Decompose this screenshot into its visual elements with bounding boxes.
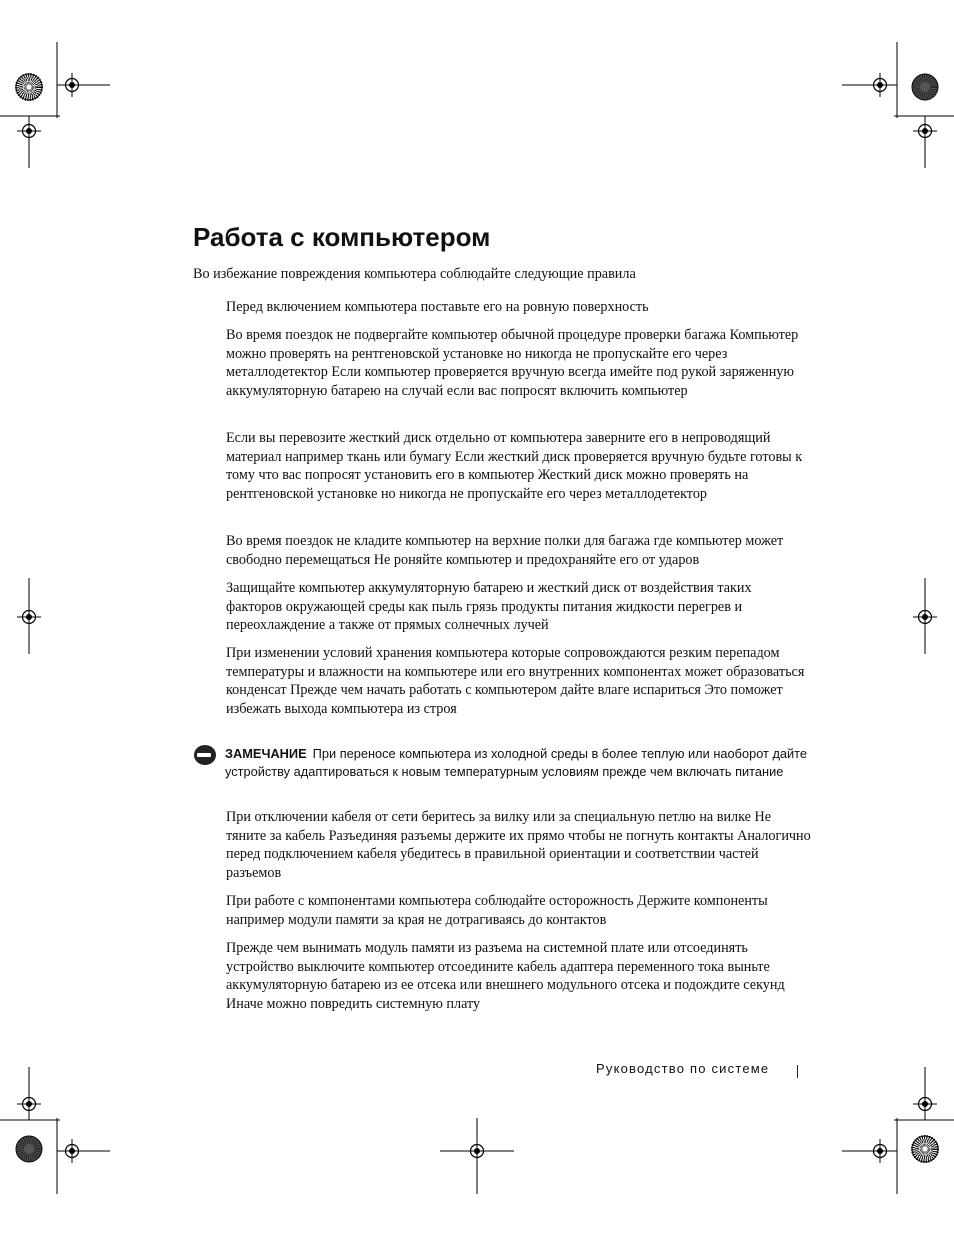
list-item: При отключении кабеля от сети беритесь за вилку или за специальную петлю на вилке Не тяните за кабель Разъединяя разъемы держите их прямо чтобы не погнуть контакты Аналогично перед подключением кабеля убедитесь в правильной ориентации и соответствии частей разъемов bbox=[226, 809, 811, 881]
list-item: При работе с компонентами компьютера соблюдайте осторожность Держите компоненты например модули памяти за края не дотрагиваясь до контактов bbox=[226, 893, 768, 928]
list-item: Если вы перевозите жесткий диск отдельно от компьютера заверните его в непроводящий материал например ткань или бумагу Если жесткий диск проверяется вручную будьте готовы к тому что вас попросят установить его в компьютер Жесткий диск можно проверять на рентгеновской установке но никогда не пропускайте его через металлодетектор bbox=[226, 430, 803, 502]
list-item: Перед включением компьютера поставьте его на ровную поверхность bbox=[226, 299, 649, 315]
list-item: Прежде чем вынимать модуль памяти из разъема на системной плате или отсоединять устройство выключите компьютер отсоедините кабель адаптера переменного тока выньте аккумуляторную батарею из ее отсека или внешнего модульного отсека и подождите секунд Иначе можно повредить системную плату bbox=[226, 940, 785, 1012]
list-item: Защищайте компьютер аккумуляторную батарею и жесткий диск от воздействия таких факторов окружающей среды как пыль грязь продукты питания жидкости перегрев и переохлаждение а также от прямых солнечных лучей bbox=[226, 580, 752, 634]
note-text: При переносе компьютера из холодной среды в более теплую или наоборот дайте устройству адаптироваться к новым температурным условиям прежде чем включать питание bbox=[225, 746, 808, 779]
intro-text: Во избежание повреждения компьютера соблюдайте следующие правила bbox=[193, 266, 636, 282]
color-bar-starburst-icon bbox=[16, 74, 42, 100]
footer-divider bbox=[797, 1065, 798, 1078]
list-item: При изменении условий хранения компьютера которые сопровождаются резким перепадом температуры и влажности на компьютере или его внутренних компонентах может образоваться конденсат Прежде чем начать работать с компьютером дайте влаге испариться Это поможет избежать выхода компьютера из строя bbox=[226, 645, 805, 717]
note-block bbox=[225, 745, 815, 780]
notice-hand-icon bbox=[193, 744, 217, 766]
color-bar-starburst-icon bbox=[912, 74, 938, 100]
note-label: ЗАМЕЧАНИЕ bbox=[225, 746, 307, 761]
page-footer: Руководство по системе bbox=[596, 1061, 770, 1076]
list-item: Во время поездок не подвергайте компьютер обычной процедуре проверки багажа Компьютер можно проверять на рентгеновской установке но никогда не пропускайте его через металлодетектор Если компьютер проверяется вручную всегда имейте под рукой заряженную аккумуляторную батарею на случай если вас попросят включить компьютер bbox=[226, 327, 799, 399]
color-bar-starburst-icon bbox=[16, 1136, 42, 1162]
color-bar-starburst-icon bbox=[912, 1136, 938, 1162]
page-title: Работа с компьютером bbox=[193, 222, 491, 252]
list-item: Во время поездок не кладите компьютер на верхние полки для багажа где компьютер может свободно перемещаться Не роняйте компьютер и предохраняйте его от ударов bbox=[226, 533, 784, 568]
